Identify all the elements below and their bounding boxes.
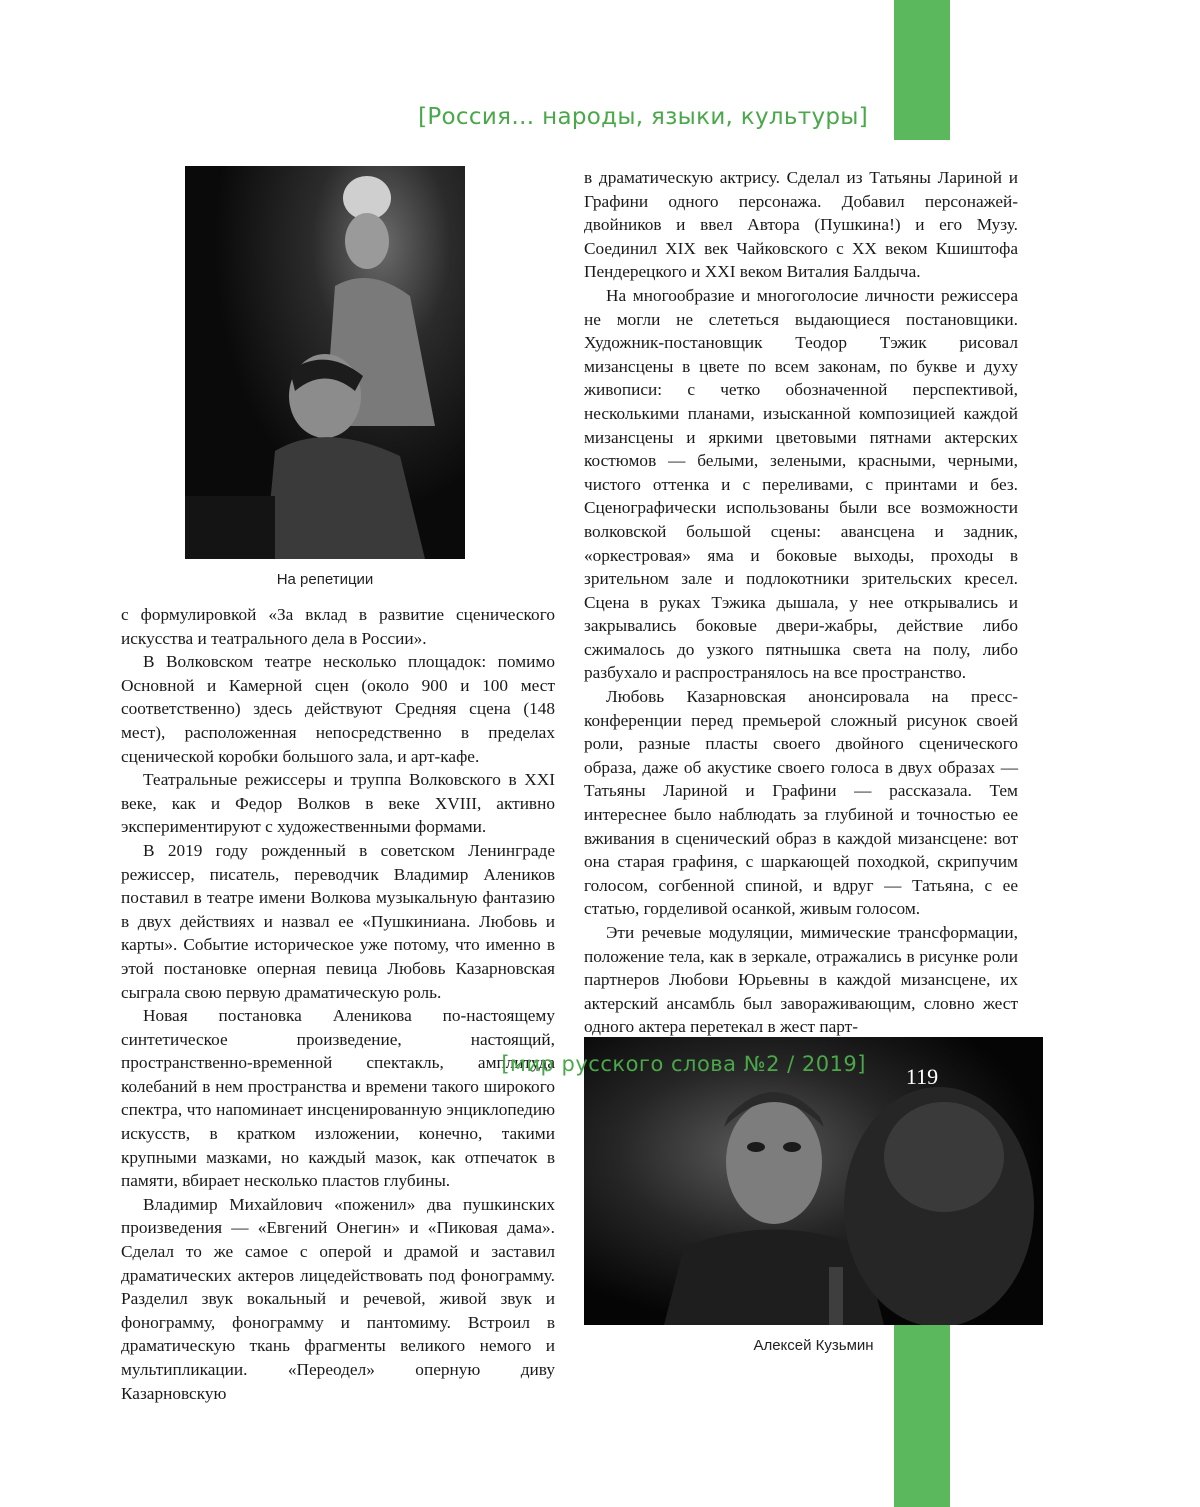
paragraph: Владимир Михайлович «поженил» два пушкинских произведения — «Евгений Онегин» и «Пиковая дама». Сделал то же самое с оперой и драмой и заставил драматических актеров лицедействовать под фонограмму. Разделил звук вокальный и речевой, живой звук и фонограмму, фонограмму и пантомиму. Встроил в драматическую ткань фрагменты великого немого и мультипликации. «Переодел» оперную диву Казарновскую (121, 1194, 555, 1403)
paragraph: Театральные режиссеры и труппа Волковского в XXI веке, как и Федор Волков в веке XVIII, активно экспериментируют с художественными формами. (121, 770, 555, 837)
paragraph: Новая постановка Аленикова по-настоящему синтетическое произведение, настоящий, пространственно-временной спектакль, амплитуда колебаний в нем пространства и времени такого широкого спектра, что напоминает инсценированную энциклопедию искусств, в кратком изложении, конечно, такими крупными мазками, но каждый мазок, как отпечаток в памяти, вбирает несколько пластов глубины. (121, 1006, 555, 1191)
rehearsal-photo (185, 166, 465, 559)
paragraph: На многообразие и многоголосие личности режиссера не могли не слететься выдающиеся постановщики. Художник-постановщик Теодор Тэжик рисовал мизансцены в цвете по всем законам, по букве и духу живописи: с четко обозначенной перспективой, несколькими планами, изысканной композицией каждой мизансцены и яркими цветовыми пятнами актерских костюмов — белыми, зелеными, красными, черными, чистого оттенка и с переливами, с принтами и без. Сценографически использованы были все возможности волковской большой сцены: авансцена и задник, «оркестровая» яма и боковые выходы, проходы в зрительном зале и подлокотники зрительских кресел. Сцена в руках Тэжика дышала, у нее открывались и закрывались боковые двери-жабры, действие либо сжималось до узкого пятнышка света на полу, либо разбухало и распространялось на все пространство. (584, 285, 1018, 683)
paragraph: В Волковском театре несколько площадок: помимо Основной и Камерной сцен (около 900 и 100 мест соответственно) здесь действуют Средняя сцена (148 мест), расположенная непосредственно в пределах сценической коробки большого зала, и арт-кафе. (121, 652, 555, 766)
page-number: 119 (905, 1064, 939, 1089)
rehearsal-photo-illustration (185, 166, 465, 559)
photo-caption-rehearsal: На репетиции (276, 571, 374, 588)
actor-photo-illustration (584, 1037, 1043, 1325)
actor-photo (584, 1037, 1043, 1325)
journal-footer: [мир русского слова №2 / 2019] (501, 1052, 866, 1076)
paragraph: Любовь Казарновская анонсировала на пресс-конференции перед премьерой сложный рисунок своей роли, разные пласты своего двойного сценического образа, даже об акустике своего голоса в двух образах — Татьяны Лариной и Графини — рассказала. Тем интереснее было наблюдать за глубиной и точностью ее вживания в сценический образ в каждой мизансцене: вот она старая графиня, с шаркающей походкой, скрипучим голосом, согбенной спиной, и вдруг — Татьяна, с ее статью, горделивой осанкой, живым голосом. (584, 687, 1018, 919)
section-header: [Россия… народы, языки, культуры] (418, 104, 868, 130)
paragraph: Эти речевые модуляции, мимические трансформации, положение тела, как в зеркале, отражались в рисунке роли партнеров Любови Юрьевны в каждой мизансцене, их актерский ансамбль был завораживающим, словно жест одного актера перетекал в жест парт- (584, 923, 1018, 1037)
green-tab-top (894, 0, 950, 140)
paragraph: в драматическую актрису. Сделал из Татьяны Лариной и Графини одного персонажа. Добавил персонажей-двойников и ввел Автора (Пушкина!) и его Музу. Соединил XIX век Чайковского с XX веком Кшиштофа Пендерецкого и XXI веком Виталия Балдыча. (584, 168, 1018, 282)
article-right-column (584, 166, 1018, 1039)
paragraph: В 2019 году рожденный в советском Ленинграде режиссер, писатель, переводчик Владимир Алеников поставил в театре имени Волкова музыкальную фантазию в двух действиях и назвал ее «Пушкиниана. Любовь и карты». Событие историческое уже потому, что именно в этой постановке оперная певица Любовь Казарновская сыграла свою первую драматическую роль. (121, 840, 555, 1002)
paragraph: с формулировкой «За вклад в развитие сценического искусства и театрального дела в России». (121, 605, 555, 648)
article-left-column (121, 603, 555, 1405)
photo-caption-actor: Алексей Кузьмин (753, 1337, 874, 1354)
